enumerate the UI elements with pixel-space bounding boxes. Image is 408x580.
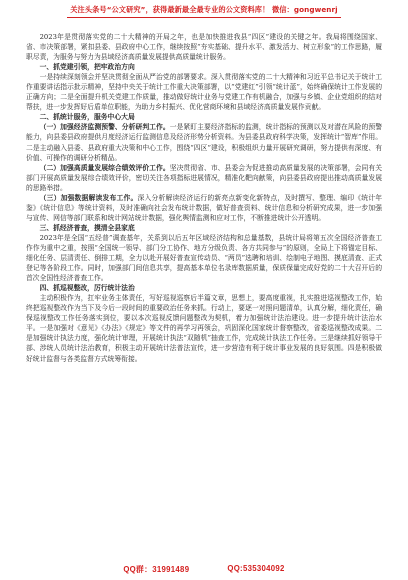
subsection-body-monitoring: 一是紧盯主要经济指标的监测，统计指标的预测以及对潜在风险的预警能力，向县委县政府提供月度经济运行监测信息及经济形势分析资料。为县委县政府科学决策，发挥统计“智库”作用。二是主动融入县委、县政府重大决策和中心工作，围绕“四区”建设，积极组织力量开展研究调研，努力提供有深度、有价值、可操作的调研分析精品。 <box>26 123 383 162</box>
subsection-body-data-release: 深入分析解读经济运行的新亮点新变化新特点，及时撰写、整理、编印《统计年鉴》《统计信息》等统计资料，及时准确向社会发布统计数据，做好普查资料、统计信息和分析研究成果，进一步加强与宣传、网信等部门联系和统计网站统计数据，强化舆情监测和应对工作，不断推进统计公开透明。 <box>26 193 383 222</box>
footer-qq: QQ:535304092 <box>227 564 285 573</box>
subsection-heading-monitoring: （一）加强经济监测预警、分析研判工作。 <box>39 123 170 132</box>
section-heading-statistical-service: 二、抓统计服务，服务中心大局 <box>39 113 135 122</box>
section-body-party-building: 一是持续深刻领会并坚决贯彻全面从严治党的部署要求。深入贯彻落实党的二十大精神和习近平总书记关于统计工作重要讲话指示批示精神，坚持中央关于统计工作重大决策部署，以“党建红”引领“统计蓝”，始终确保统计工作发展的正确方向；二是全面提升机关党建工作质量，推动做好统计业务与党建工作有机融合，加强与乡镇、企业党组织的结对帮扶，进一步发挥好后盾单位职能，为助力乡村振兴、优化营商环境和县域经济高质量发展作贡献。 <box>26 73 382 112</box>
banner-promo-text: 关注头条号“公文研究”，获得最新最全最专业的公文资料库！ 微信：gongwenrj <box>67 5 340 18</box>
subsection-heading-performance: （二）加强高质量发展综合绩效评价工作。 <box>39 163 170 172</box>
section-body-economic-census: 2023年是全国“五经普”调查基年，关系到以后五年区域经济结构和总量基数，县统计局将第五次全国经济普查工作作为重中之重，按照“全国统一领导、部门分工协作、地方分级负责、各方共同参与”的原则，全局上下将锚定目标、细化任务、层清责任、倒排工期，全力以赴开展好普查宣传动员、“两员”选聘和培训、绘制电子地图、摸底清查、正式登记等各阶段工作。同时，加强部门间信息共享，提高基本单位名录库数据质量，保质保量完成好党的二十大召开后的首次全国性经济普查工作。 <box>26 233 382 283</box>
subsection-monitoring <box>26 122 382 162</box>
section-heading-economic-census: 三、抓经济普查，摸清全县家底 <box>39 223 135 232</box>
intro-paragraph: 2023年是贯彻落实党的二十大精神的开局之年，也是加快推进我县“四区”建设的关键之年。我局将围绕国家、省、市决策部署，紧扣县委、县政府中心工作，继续按照“夯实基础、提升水平、激发活力、树立形象”的工作思路，履职尽责，为服务与努力为县域经济高质量发展提供高质量统计服务。 <box>26 33 382 62</box>
footer-qq-group: QQ群：31991489 <box>123 565 190 574</box>
footer-contact <box>0 564 408 580</box>
section-heading-party-building: 一、抓党建引领，把牢政治方向 <box>39 63 135 72</box>
subsection-heading-data-release: （三）加强数据解读发布工作。 <box>39 193 138 202</box>
section-heading-inspection-rectification: 四、抓巡视整改，厉行统计法治 <box>39 284 135 293</box>
subsection-performance <box>26 163 382 193</box>
subsection-data-release <box>26 193 382 223</box>
subsection-body-performance: 坚决贯彻省、市、县委会为促进推动高质量发展的决策部署，会同有关部门开展高质量发展综合绩效评价，密切关注各项指标进展情况，精准化靶向献策，向县委县政府提出推动高质量发展的思路举措。 <box>26 163 383 192</box>
document-body <box>26 32 382 364</box>
section-body-inspection-rectification: 主动积极作为，扛牢业务主体责任，写好巡视巡察后半篇文章，思想上，要高度重视，扎实推进巡视整改工作，始终把巡视整改作为当下及今后一段时间的重要政治任务来抓。行动上，要逐一对照问题清单，认真分解，细化责任，确保巡视整改工作任务落实到位，要以本次巡视反馈问题整改为契机，着力加强统计法治建设。进一步提升统计法治水平。一是加强对《意见》《办法》《规定》等文件的再学习再领会，巩固深化国家统计督察整改，省委巡视整改成果。二是加强统计执法力度，强化统计审理，开展统计执法“双随机”抽查工作，完成统计执法工作任务。三是继续抓好领导干部、涉统人员统计法治教育，积极主动开展统计法普法宣传，进一步营造有利于统计事业发展的良好氛围。四是积极做好统计监督与各类监督方式统筹衔接。 <box>26 294 382 363</box>
top-banner <box>0 0 408 22</box>
